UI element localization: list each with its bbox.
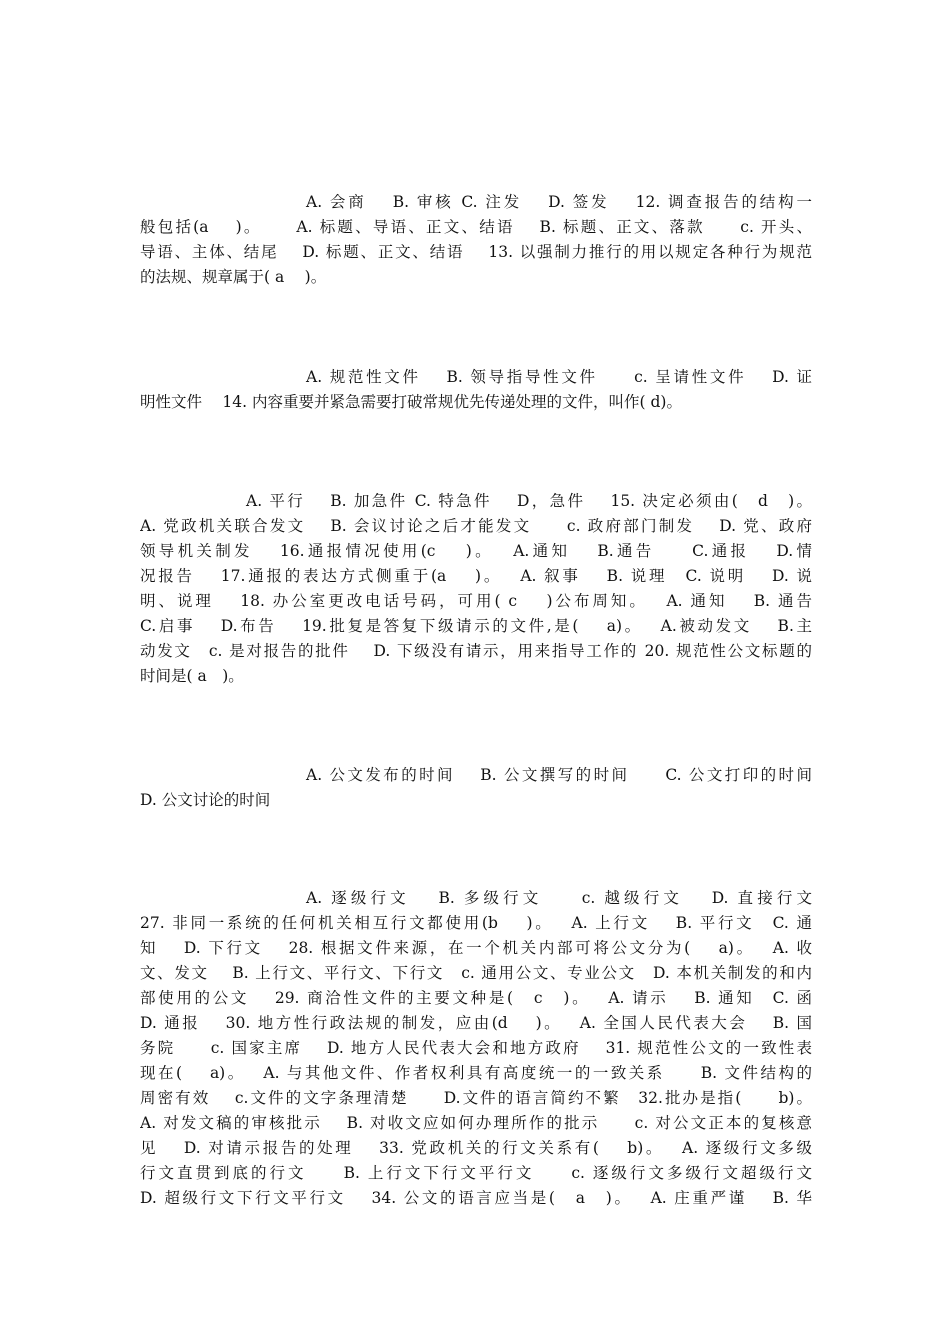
text-line: A. 规范性文件 B. 领导指导性文件 c. 呈请性文件 D. 证 xyxy=(306,368,812,386)
text-line: 文、发文 B. 上行文、平行文、下行文 c. 通用公文、专业公文 D. 本机关制发的和内 xyxy=(140,964,812,982)
text-line: A. 会商 B. 审核 C. 注发 D. 签发 12. 调查报告的结构一 xyxy=(306,193,812,211)
text-line: 般包括(a )。 A. 标题、导语、正文、结语 B. 标题、正文、落款 c. 开头、 xyxy=(140,218,812,236)
text-line: 27. 非同一系统的任何机关相互行文都使用(b )。 A. 上行文 B. 平行文 C. 通 xyxy=(140,914,812,932)
text-line: 明、说理 18. 办公室更改电话号码，可用( c )公布周知。 A. 通知 B. 通告 xyxy=(140,592,812,610)
text-line: 明性文件 14. 内容重要并紧急需要打破常规优先传递处理的文件，叫作( d)。 xyxy=(140,393,682,411)
text-line: D. 公文讨论的时间 xyxy=(140,791,271,809)
text-line: A. 逐级行文 B. 多级行文 c. 越级行文 D. 直接行文 xyxy=(306,889,812,907)
text-line: 领导机关制发 16.通报情况使用(c )。 A.通知 B.通告 C.通报 D.情 xyxy=(140,542,812,560)
text-line: 知 D. 下行文 28. 根据文件来源，在一个机关内部可将公文分为( a)。 A. 收 xyxy=(140,939,812,957)
text-line: 周密有效 c.文件的文字条理清楚 D.文件的语言简约不繁 32.批办是指( b)。 xyxy=(140,1089,812,1107)
text-line: C.启事 D.布告 19.批复是答复下级请示的文件,是( a)。 A.被动发文 B.主 xyxy=(140,617,812,635)
text-line: A. 公文发布的时间 B. 公文撰写的时间 C. 公文打印的时间 xyxy=(306,766,812,784)
text-line: 动发文 c. 是对报告的批件 D. 下级没有请示，用来指导工作的 20. 规范性公文标题的 xyxy=(140,642,812,660)
paragraph-3 xyxy=(140,489,812,689)
text-line: A. 平行 B. 加急件 C. 特急件 D，急件 15. 决定必须由( d )。 xyxy=(246,492,812,510)
paragraph-1 xyxy=(140,190,812,290)
text-line: 时间是( a )。 xyxy=(140,667,244,685)
text-line: 行文直贯到底的行文 B. 上行文下行文平行文 c. 逐级行文多级行文超级行文 xyxy=(140,1164,812,1182)
text-line: 导语、主体、结尾 D. 标题、正文、结语 13. 以强制力推行的用以规定各种行为规范 xyxy=(140,243,812,261)
text-line: 现在( a)。 A. 与其他文件、作者权利具有高度统一的一致关系 B. 文件结构的 xyxy=(140,1064,812,1082)
text-line: A. 对发文稿的审核批示 B. 对收文应如何办理所作的批示 c. 对公文正本的复核意 xyxy=(140,1114,812,1132)
paragraph-5 xyxy=(140,886,812,1211)
text-line: 部使用的公文 29. 商洽性文件的主要文种是( c )。 A. 请示 B. 通知 C. 函 xyxy=(140,989,812,1007)
text-line: 况报告 17.通报的表达方式侧重于(a )。 A. 叙事 B. 说理 C. 说明 D. 说 xyxy=(140,567,812,585)
text-line: 的法规、规章属于( a )。 xyxy=(140,268,327,286)
text-line: D. 超级行文下行文平行文 34. 公文的语言应当是( a )。 A. 庄重严谨 B. 华 xyxy=(140,1189,812,1207)
text-line: 务院 c. 国家主席 D. 地方人民代表大会和地方政府 31. 规范性公文的一致性表 xyxy=(140,1039,812,1057)
text-line: D. 通报 30. 地方性行政法规的制发，应由(d )。 A. 全国人民代表大会 B. 国 xyxy=(140,1014,812,1032)
paragraph-2 xyxy=(140,365,812,415)
paragraph-4 xyxy=(140,763,812,813)
text-line: 见 D. 对请示报告的处理 33. 党政机关的行文关系有( b)。 A. 逐级行文多级 xyxy=(140,1139,812,1157)
text-line: A. 党政机关联合发文 B. 会议讨论之后才能发文 c. 政府部门制发 D. 党、政府 xyxy=(140,517,812,535)
